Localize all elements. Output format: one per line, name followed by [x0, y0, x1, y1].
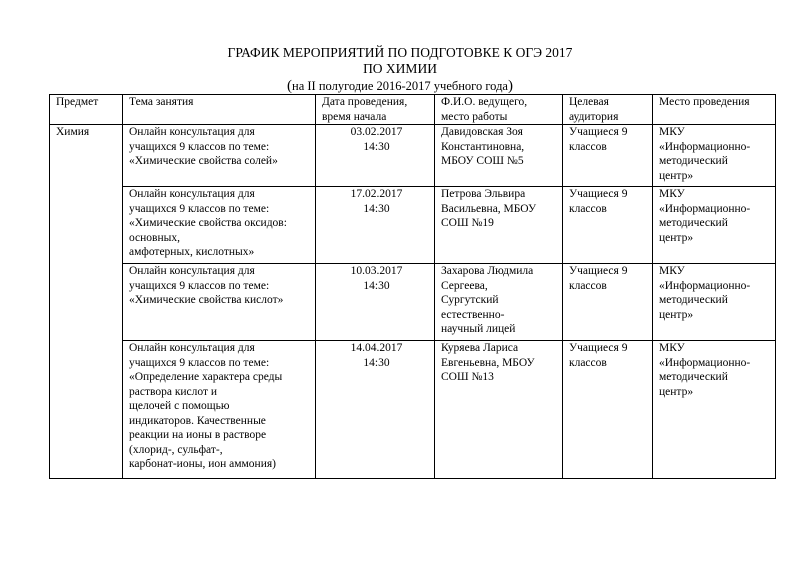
cell-text-line: Учащиеся 9 — [569, 342, 628, 354]
col-header-place — [653, 95, 776, 125]
cell-text-line: основных, — [129, 231, 180, 244]
place-cell — [653, 264, 776, 341]
date-cell — [316, 264, 435, 341]
cell-text-line: Целевая — [569, 96, 609, 108]
host-cell — [435, 341, 563, 479]
subject-cell — [50, 125, 123, 479]
cell-text-line: «Химические свойства солей» — [129, 155, 278, 167]
cell-text-line: индикаторов. Качественные — [129, 414, 266, 427]
cell-text-line: «Информационно- — [659, 356, 751, 369]
cell-text-line: методический — [659, 371, 728, 383]
cell-text-line: Давидовская Зоя — [441, 126, 523, 138]
host-cell — [435, 264, 563, 341]
cell-text-line: 14:30 — [363, 140, 390, 153]
cell-text-line: МКУ — [659, 342, 685, 354]
period-open-paren: ( — [287, 78, 292, 94]
cell-text-line: классов — [569, 279, 607, 292]
date-cell — [316, 125, 435, 187]
cell-text-line: Петрова Эльвира — [441, 188, 526, 200]
cell-text-line: аудитория — [569, 110, 619, 123]
cell-text-line: классов — [569, 140, 607, 153]
audience-cell — [563, 187, 653, 264]
topic-cell — [123, 125, 316, 187]
cell-text-line: «Химические свойства оксидов: — [129, 217, 287, 229]
topic-cell — [123, 264, 316, 341]
cell-text-line: МКУ — [659, 126, 685, 138]
cell-text-line: 10.03.2017 — [350, 265, 403, 277]
col-header-topic — [123, 95, 316, 125]
cell-text-line: 14.04.2017 — [350, 342, 403, 354]
cell-text-line: учащихся 9 классов по теме: — [129, 140, 270, 153]
cell-text-line: Сергеева, — [441, 279, 488, 292]
cell-text-line: научный лицей — [441, 323, 516, 335]
cell-text-line: МБОУ СОШ №5 — [441, 155, 524, 167]
cell-text-line: амфотерных, кислотных» — [129, 246, 255, 258]
cell-text-line: СОШ №19 — [441, 217, 494, 229]
cell-text-line: время начала — [322, 110, 387, 123]
cell-text-line: МКУ — [659, 265, 685, 277]
cell-text-line: щелочей с помощью — [129, 400, 230, 412]
cell-text-line: 17.02.2017 — [350, 188, 403, 200]
date-cell — [316, 341, 435, 479]
cell-text-line: учащихся 9 классов по теме: — [129, 356, 270, 369]
cell-text-line: учащихся 9 классов по теме: — [129, 279, 270, 292]
header-row — [50, 95, 776, 125]
cell-text-line: центр» — [659, 169, 694, 182]
cell-text-line: Место проведения — [659, 96, 750, 108]
host-cell — [435, 125, 563, 187]
cell-text-line: 14:30 — [363, 202, 390, 215]
cell-text-line: Химия — [56, 126, 90, 138]
col-header-host — [435, 95, 563, 125]
cell-text-line: раствора кислот и — [129, 385, 218, 398]
cell-text-line: Дата проведения, — [322, 96, 408, 108]
cell-text-line: Учащиеся 9 — [569, 265, 628, 277]
cell-text-line: Учащиеся 9 — [569, 126, 628, 138]
table-row — [50, 264, 776, 341]
topic-cell — [123, 341, 316, 479]
period-text: на II полугодие 2016-2017 учебного года — [292, 79, 508, 93]
place-cell — [653, 341, 776, 479]
cell-text-line: Предмет — [56, 96, 99, 108]
cell-text-line: Куряева Лариса — [441, 342, 519, 354]
cell-text-line: Учащиеся 9 — [569, 188, 628, 200]
audience-cell — [563, 125, 653, 187]
cell-text-line: Захарова Людмила — [441, 265, 534, 277]
cell-text-line: центр» — [659, 385, 694, 398]
cell-text-line: Тема занятия — [129, 96, 194, 108]
cell-text-line: 03.02.2017 — [350, 126, 403, 138]
table-row — [50, 125, 776, 187]
document-subject-title: ПО ХИМИИ — [363, 61, 437, 76]
cell-text-line: центр» — [659, 231, 694, 244]
cell-text-line: Ф.И.О. ведущего, — [441, 96, 528, 108]
cell-text-line: «Информационно- — [659, 279, 751, 292]
audience-cell — [563, 341, 653, 479]
audience-cell — [563, 264, 653, 341]
cell-text-line: «Информационно- — [659, 202, 751, 215]
cell-text-line: классов — [569, 356, 607, 369]
cell-text-line: Онлайн консультация для — [129, 265, 255, 277]
cell-text-line: Онлайн консультация для — [129, 342, 255, 354]
cell-text-line: методический — [659, 217, 728, 229]
cell-text-line: «Информационно- — [659, 140, 751, 153]
cell-text-line: методический — [659, 155, 728, 167]
cell-text-line: Сургутский — [441, 294, 499, 306]
table-row — [50, 187, 776, 264]
cell-text-line: естественно- — [441, 308, 505, 321]
cell-text-line: «Определение характера среды — [129, 371, 283, 383]
cell-text-line: 14:30 — [363, 279, 390, 292]
cell-text-line: Васильевна, МБОУ — [441, 202, 537, 215]
host-cell — [435, 187, 563, 264]
cell-text-line: Евгеньевна, МБОУ — [441, 356, 535, 369]
col-header-audience — [563, 95, 653, 125]
place-cell — [653, 187, 776, 264]
cell-text-line: Онлайн консультация для — [129, 126, 255, 138]
cell-text-line: «Химические свойства кислот» — [129, 294, 284, 306]
document-title: ГРАФИК МЕРОПРИЯТИЙ ПО ПОДГОТОВКЕ К ОГЭ 2017 — [227, 45, 573, 60]
cell-text-line: классов — [569, 202, 607, 215]
cell-text-line: Константиновна, — [441, 140, 525, 153]
cell-text-line: (хлорид-, сульфат-, — [129, 443, 223, 456]
table-row — [50, 341, 776, 479]
cell-text-line: учащихся 9 классов по теме: — [129, 202, 270, 215]
topic-cell — [123, 187, 316, 264]
cell-text-line: карбонат-ионы, ион аммония) — [129, 458, 276, 470]
cell-text-line: МКУ — [659, 188, 685, 200]
cell-text-line: методический — [659, 294, 728, 306]
col-header-date — [316, 95, 435, 125]
cell-text-line: Онлайн консультация для — [129, 188, 255, 200]
cell-text-line: 14:30 — [363, 356, 390, 369]
cell-text-line: центр» — [659, 308, 694, 321]
col-header-subject — [50, 95, 123, 125]
schedule-table — [49, 94, 776, 479]
period-close-paren: ) — [507, 78, 513, 94]
date-cell — [316, 187, 435, 264]
cell-text-line: место работы — [441, 110, 508, 123]
document-period — [0, 78, 800, 94]
cell-text-line: реакции на ионы в растворе — [129, 429, 267, 441]
place-cell — [653, 125, 776, 187]
cell-text-line: СОШ №13 — [441, 371, 494, 383]
